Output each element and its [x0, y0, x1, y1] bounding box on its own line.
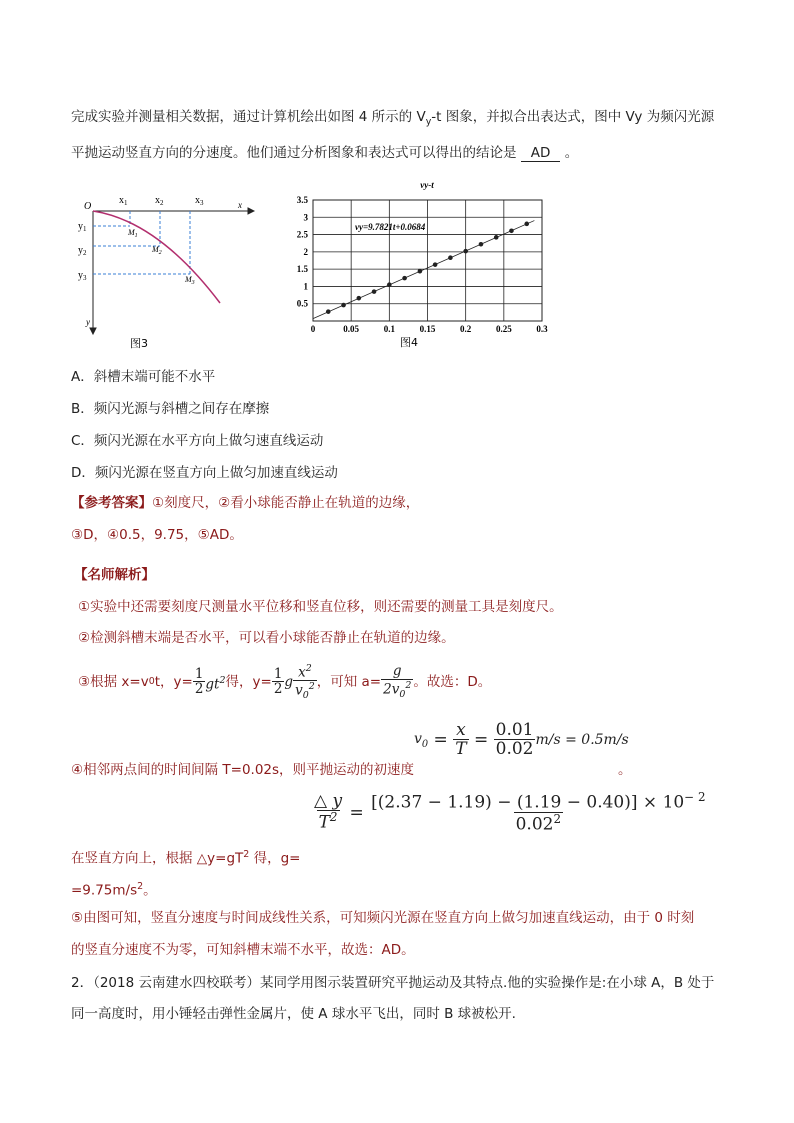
option-d: D．频闪光源在竖直方向上做匀加速直线运动 [71, 465, 338, 481]
x-tick-label: 0.1 [383, 324, 395, 334]
analysis-p2: ②检测斜槽末端是否水平，可以看小球能否静止在轨道的边缘。 [78, 630, 455, 646]
option-a: A．斜槽末端可能不水平 [71, 369, 216, 385]
chart-ticks [297, 195, 548, 334]
x-axis-label: x [238, 200, 242, 210]
m1-label: $M_1$ [128, 228, 138, 239]
figure-3-caption: 图3 [130, 337, 148, 350]
data-point [387, 282, 392, 287]
y3-label: $y_3$ [78, 270, 87, 282]
data-point [418, 269, 423, 274]
x3-label: $x_3$ [195, 195, 204, 207]
x2-label: $x_2$ [155, 195, 164, 207]
analysis-p6-line-1: ⑤由图可知，竖直分速度与时间成线性关系，可知频闪光源在竖直方向上做匀加速直线运动，由于 0 时刻 [71, 910, 695, 926]
data-point [448, 255, 453, 260]
analysis-p3: ③根据 x=v 0 t，y= $\frac{1}{2}$ $gt^2$ 得，y= $\frac{1}{2}$ g $\frac{x^2}{v_0^2}$ ，可知 a= $\frac{g}{2v_0^2}$ 。故选：D。 [78, 663, 492, 702]
v0-formula: $v_0$ = $\frac{x}{T}$ = $\frac{0.01}{0.02}$ m/s = 0.5m/s [414, 720, 629, 759]
option-c: C．频闪光源在水平方向上做匀速直线运动 [71, 433, 324, 449]
data-point [433, 262, 438, 267]
figure-4-caption: 图4 [400, 336, 418, 349]
origin-label: O [84, 201, 92, 212]
data-point [509, 228, 514, 233]
delta-y-formula: $\frac{\triangle y}{T^2}$ = $\frac{[(2.37 - 1.19) - (1.19 - 0.40)] \times 10^{- 2}}{0.02^2}$ [314, 790, 706, 835]
y-tick-label: 1 [303, 281, 308, 292]
y-tick-label: 0.5 [296, 298, 308, 309]
x-tick-label: 0 [310, 324, 316, 334]
answer-label: 【参考答案】 [71, 495, 152, 511]
y-tick-label: 2 [303, 246, 308, 257]
question-2-line-1: 2．（2018 云南建水四校联考）某同学用图示装置研究平抛运动及其特点.他的实验操作是:在小球 A，B 处于 [71, 975, 715, 991]
y-tick-label: 3 [303, 212, 308, 223]
option-b: B．频闪光源与斜槽之间存在摩擦 [71, 401, 270, 417]
y1-label: $y_1$ [78, 221, 87, 233]
x-tick-label: 0.15 [419, 324, 436, 334]
m2-label: $M_2$ [152, 245, 162, 256]
analysis-p5: 在竖直方向上，根据 $\triangle y=gT^2$ 得，g= [71, 849, 301, 867]
x-tick-label: 0.2 [460, 324, 472, 334]
figure-3 [78, 188, 258, 354]
analysis-p1: ①实验中还需要刻度尺测量水平位移和竖直位移，则还需要的测量工具是刻度尺。 [78, 599, 563, 615]
data-point [402, 276, 407, 281]
answer-line-2: ③D，④0.5，9.75，⑤AD。 [71, 527, 243, 543]
x1-label: $x_1$ [119, 195, 128, 207]
x-tick-label: 0.25 [495, 324, 512, 334]
analysis-p5-result: $=9.75m/s^2$。 [71, 881, 157, 899]
fit-equation: vy=9.7821t+0.0684 [355, 222, 426, 232]
question-2-line-2: 同一高度时，用小锤轻击弹性金属片，使 A 球水平飞出，同时 B 球被松开. [71, 1006, 516, 1022]
data-point [372, 289, 377, 294]
data-point [479, 242, 484, 247]
x-tick-label: 0.05 [343, 324, 360, 334]
data-point [341, 303, 346, 308]
analysis-label: 【名师解析】 [74, 567, 155, 583]
data-point [463, 249, 468, 254]
y-tick-label: 1.5 [296, 264, 308, 275]
trajectory-curve [93, 211, 220, 303]
data-point [524, 222, 529, 227]
answer-line-1: 【参考答案】①刻度尺，②看小球能否静止在轨道的边缘， [71, 495, 420, 511]
analysis-p6-line-2: 的竖直分速度不为零，可知斜槽末端不水平，故选：AD。 [71, 942, 415, 958]
y-tick-label: 2.5 [296, 229, 308, 240]
intro-line-1: 完成实验并测量相关数据，通过计算机绘出如图 4 所示的 $V_y-t$ 图象，并拟合出表达式，图中 Vy 为频闪光源 [71, 109, 715, 128]
m3-label: $M_3$ [185, 275, 195, 286]
data-point [326, 309, 331, 314]
x-tick-label: 0.3 [536, 324, 548, 334]
intro-line-2: 平抛运动竖直方向的分速度。他们通过分析图象和表达式可以得出的结论是 AD 。 [71, 145, 579, 161]
chart-title: vy-t [420, 180, 434, 190]
analysis-p4-end: 。 [618, 762, 632, 778]
data-point [357, 296, 362, 301]
chart-grid [313, 200, 542, 321]
y-axis-label: y [86, 317, 90, 327]
y-tick-label: 3.5 [296, 195, 308, 205]
figure-4-chart [280, 178, 550, 350]
guide-lines [93, 211, 190, 274]
analysis-p4: ④相邻两点间的时间间隔 T=0.02s，则平抛运动的初速度 [71, 762, 415, 778]
y2-label: $y_2$ [78, 245, 87, 257]
data-point [494, 235, 499, 240]
answer-blank: AD [521, 145, 561, 162]
